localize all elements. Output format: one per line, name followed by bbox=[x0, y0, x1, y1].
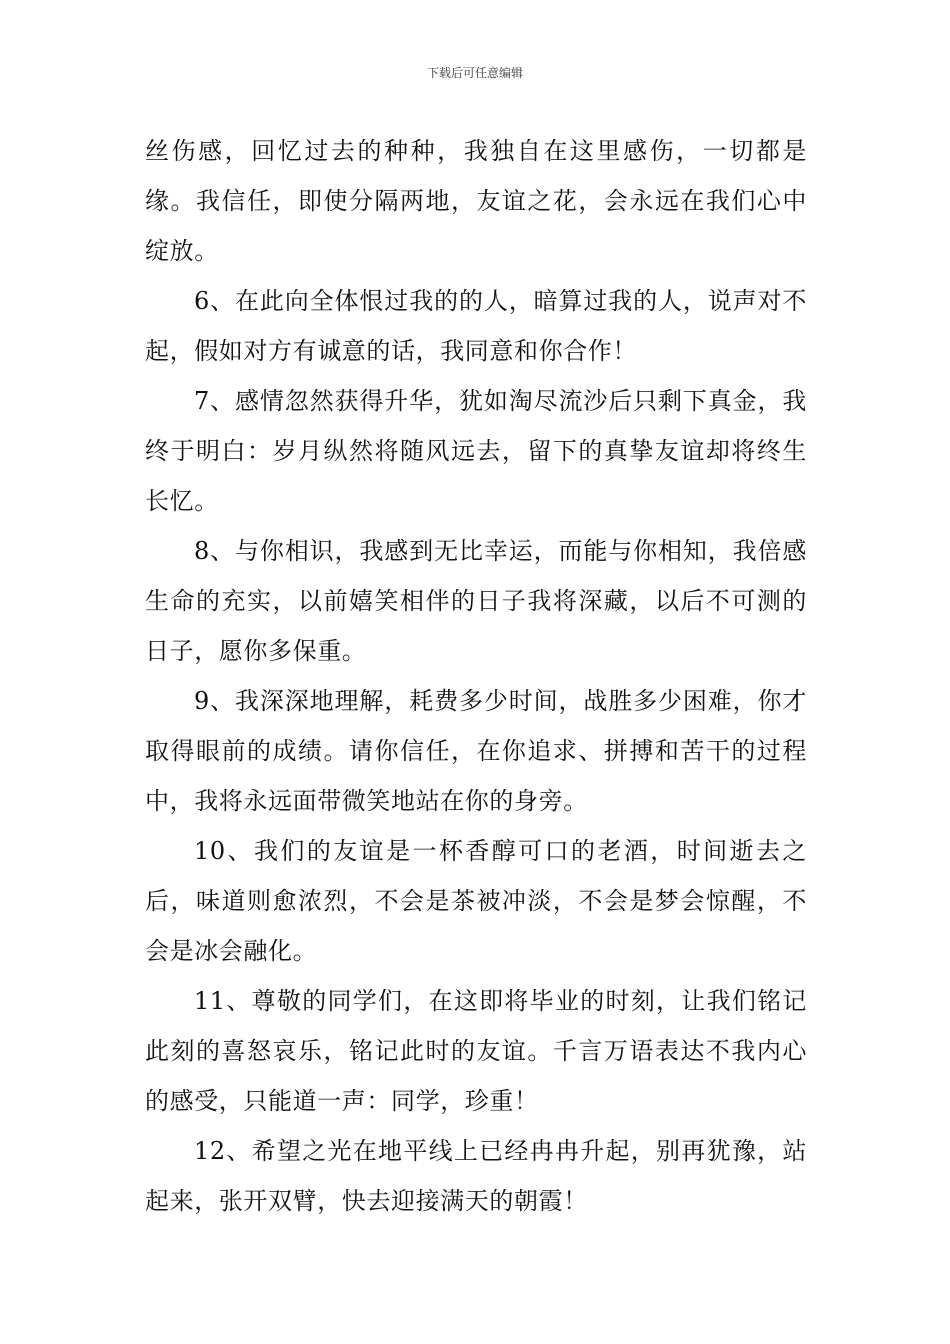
paragraph-item-11: 11、尊敬的同学们，在这即将毕业的时刻，让我们铭记此刻的喜怒哀乐，铭记此时的友谊。千言万语表达不我内心的感受，只能道一声：同学，珍重！ bbox=[145, 987, 807, 1115]
paragraph-item-12: 12、希望之光在地平线上已经冉冉升起，别再犹豫，站起来，张开双臂，快去迎接满天的朝霞！ bbox=[145, 1137, 807, 1215]
paragraph-continuation: 丝伤感，回忆过去的种种，我独自在这里感伤，一切都是缘。我信任，即使分隔两地，友谊之花，会永远在我们心中绽放。 bbox=[145, 137, 807, 265]
paragraph-item-9: 9、我深深地理解，耗费多少时间，战胜多少困难，你才取得眼前的成绩。请你信任，在你追求、拼搏和苦干的过程中，我将永远面带微笑地站在你的身旁。 bbox=[145, 687, 807, 815]
paragraph-item-6: 6、在此向全体恨过我的的人，暗算过我的人，说声对不起，假如对方有诚意的话，我同意和你合作！ bbox=[145, 287, 807, 365]
document-body bbox=[145, 126, 807, 1226]
page-header: 下载后可任意编辑 bbox=[426, 66, 523, 80]
paragraph-item-8: 8、与你相识，我感到无比幸运，而能与你相知，我倍感生命的充实，以前嬉笑相伴的日子我将深藏，以后不可测的日子，愿你多保重。 bbox=[145, 537, 807, 665]
paragraph-item-7: 7、感情忽然获得升华，犹如淘尽流沙后只剩下真金，我终于明白：岁月纵然将随风远去，留下的真挚友谊却将终生长忆。 bbox=[145, 387, 807, 515]
paragraph-item-10: 10、我们的友谊是一杯香醇可口的老酒，时间逝去之后，味道则愈浓烈，不会是茶被冲淡，不会是梦会惊醒，不会是冰会融化。 bbox=[145, 837, 807, 965]
